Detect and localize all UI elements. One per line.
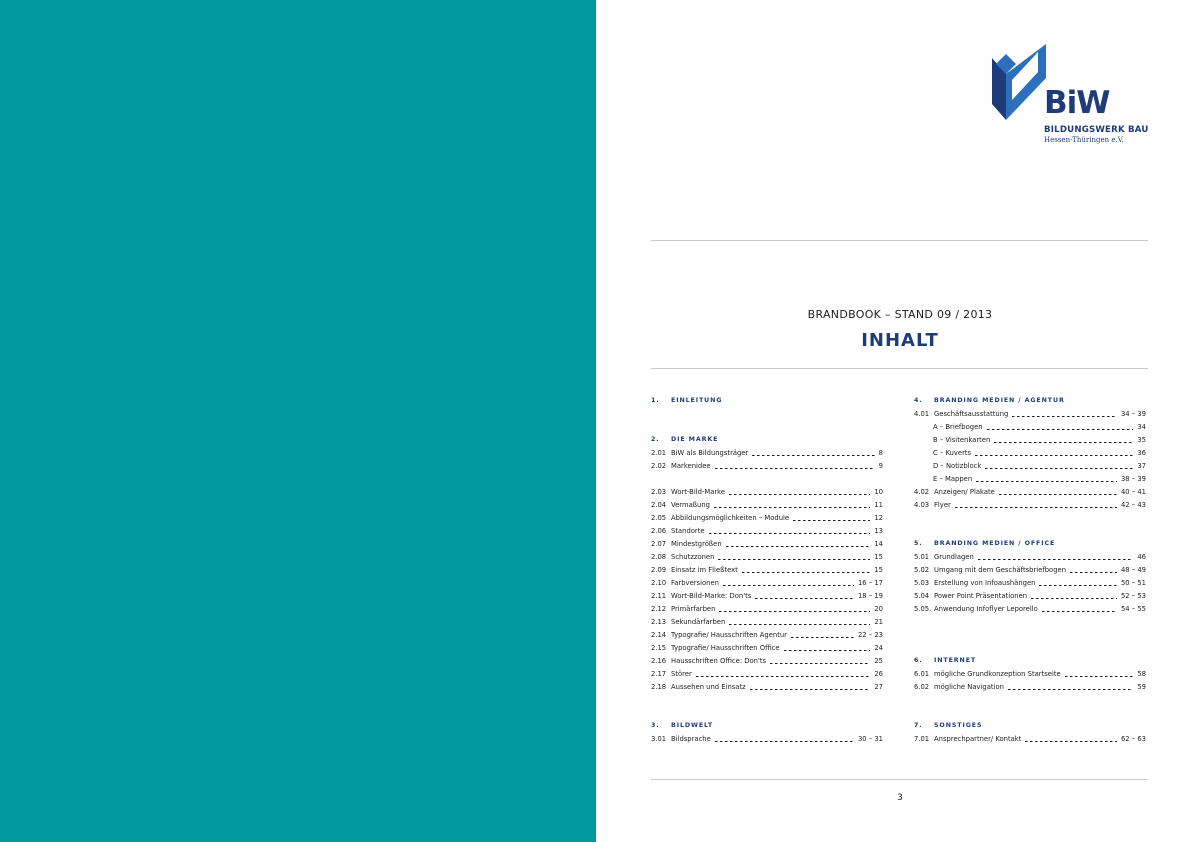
logo-wordmark: BiW bbox=[1044, 85, 1110, 121]
toc-entry: 2.14 Typografie/ Hausschriften Agentur 22 – 23 bbox=[651, 630, 883, 639]
toc-entry: 6.02 mögliche Navigation 59 bbox=[914, 682, 1146, 691]
toc-entry: 4.02 Anzeigen/ Plakate 40 – 41 bbox=[914, 487, 1146, 496]
toc-subentry: A – Briefbogen 34 bbox=[933, 422, 1146, 431]
divider-bottom bbox=[651, 779, 1148, 780]
toc-entry: 2.11 Wort-Bild-Marke: Don'ts 18 – 19 bbox=[651, 591, 883, 600]
toc-entry: 2.18 Aussehen und Einsatz 27 bbox=[651, 682, 883, 691]
toc-section-heading: 3. BILDWELT bbox=[651, 722, 714, 729]
toc-left-column bbox=[651, 394, 883, 745]
toc-section-heading: 2. DIE MARKE bbox=[651, 436, 719, 443]
toc-entry: 7.01 Ansprechpartner/ Kontakt 62 – 63 bbox=[914, 734, 1146, 743]
logo-region: Hessen-Thüringen e.V. bbox=[1044, 136, 1124, 144]
toc-entry: 2.09 Einsatz im Fließtext 15 bbox=[651, 565, 883, 574]
logo-org-name: BILDUNGSWERK BAU bbox=[1044, 125, 1149, 135]
toc-subentry: E – Mappen 38 – 39 bbox=[933, 474, 1146, 483]
toc-entry: 5.01 Grundlagen 46 bbox=[914, 552, 1146, 561]
brandbook-subtitle: BRANDBOOK – STAND 09 / 2013 bbox=[807, 308, 993, 321]
toc-entry: 2.17 Störer 26 bbox=[651, 669, 883, 678]
toc-right-column bbox=[914, 394, 1146, 745]
toc-entry: 2.13 Sekundärfarben 21 bbox=[651, 617, 883, 626]
toc-entry: 2.16 Hausschriften Office: Don'ts 25 bbox=[651, 656, 883, 665]
toc-entry: 2.10 Farbversionen 16 – 17 bbox=[651, 578, 883, 587]
toc-section-heading: 1. EINLEITUNG bbox=[651, 397, 723, 404]
toc-entry: 2.05 Abbildungsmöglichkeiten – Module 12 bbox=[651, 513, 883, 522]
toc-entry: 6.01 mögliche Grundkonzeption Startseite 58 bbox=[914, 669, 1146, 678]
toc-entry: 2.12 Primärfarben 20 bbox=[651, 604, 883, 613]
toc-section-heading: 5. BRANDING MEDIEN / OFFICE bbox=[914, 540, 1056, 547]
toc-subentry: C – Kuverts 36 bbox=[933, 448, 1146, 457]
biw-logo-mark-icon bbox=[992, 40, 1052, 122]
toc-entry: 2.07 Mindestgrößen 14 bbox=[651, 539, 883, 548]
divider-top bbox=[651, 240, 1148, 241]
toc-entry: 5.03 Erstellung von Infoaushängen 50 – 51 bbox=[914, 578, 1146, 587]
contents-page bbox=[596, 0, 1191, 842]
toc-entry: 2.08 Schutzzonen 15 bbox=[651, 552, 883, 561]
biw-logo bbox=[992, 40, 1152, 150]
toc-entry: 2.01 BiW als Bildungsträger 8 bbox=[651, 448, 883, 457]
toc-entry: 2.06 Standorte 13 bbox=[651, 526, 883, 535]
toc-entry: 2.03 Wort-Bild-Marke 10 bbox=[651, 487, 883, 496]
toc-entry: 2.04 Vermaßung 11 bbox=[651, 500, 883, 509]
toc-entry: 5.02 Umgang mit dem Geschäftsbriefbogen 48 – 49 bbox=[914, 565, 1146, 574]
page-title: INHALT bbox=[861, 330, 939, 351]
toc-entry: 3.01 Bildsprache 30 – 31 bbox=[651, 734, 883, 743]
toc-entry: 2.02 Markenidee 9 bbox=[651, 461, 883, 470]
toc-entry: 5.05. Anwendung Infoflyer Leporello 54 – 55 bbox=[914, 604, 1146, 613]
toc-entry: 2.15 Typografie/ Hausschriften Office 24 bbox=[651, 643, 883, 652]
toc-section-heading: 6. INTERNET bbox=[914, 657, 977, 664]
divider-mid bbox=[651, 368, 1148, 369]
toc-subentry: D – Notizblock 37 bbox=[933, 461, 1146, 470]
toc-entry: 4.03 Flyer 42 – 43 bbox=[914, 500, 1146, 509]
toc-entry: 5.04 Power Point Präsentationen 52 – 53 bbox=[914, 591, 1146, 600]
toc-section-heading: 4. BRANDING MEDIEN / AGENTUR bbox=[914, 397, 1065, 404]
toc-entry: 4.01 Geschäftsausstattung 34 – 39 bbox=[914, 409, 1146, 418]
toc-subentry: B – Visitenkarten 35 bbox=[933, 435, 1146, 444]
page-number: 3 bbox=[897, 793, 903, 803]
toc-section-heading: 7. SONSTIGES bbox=[914, 722, 983, 729]
